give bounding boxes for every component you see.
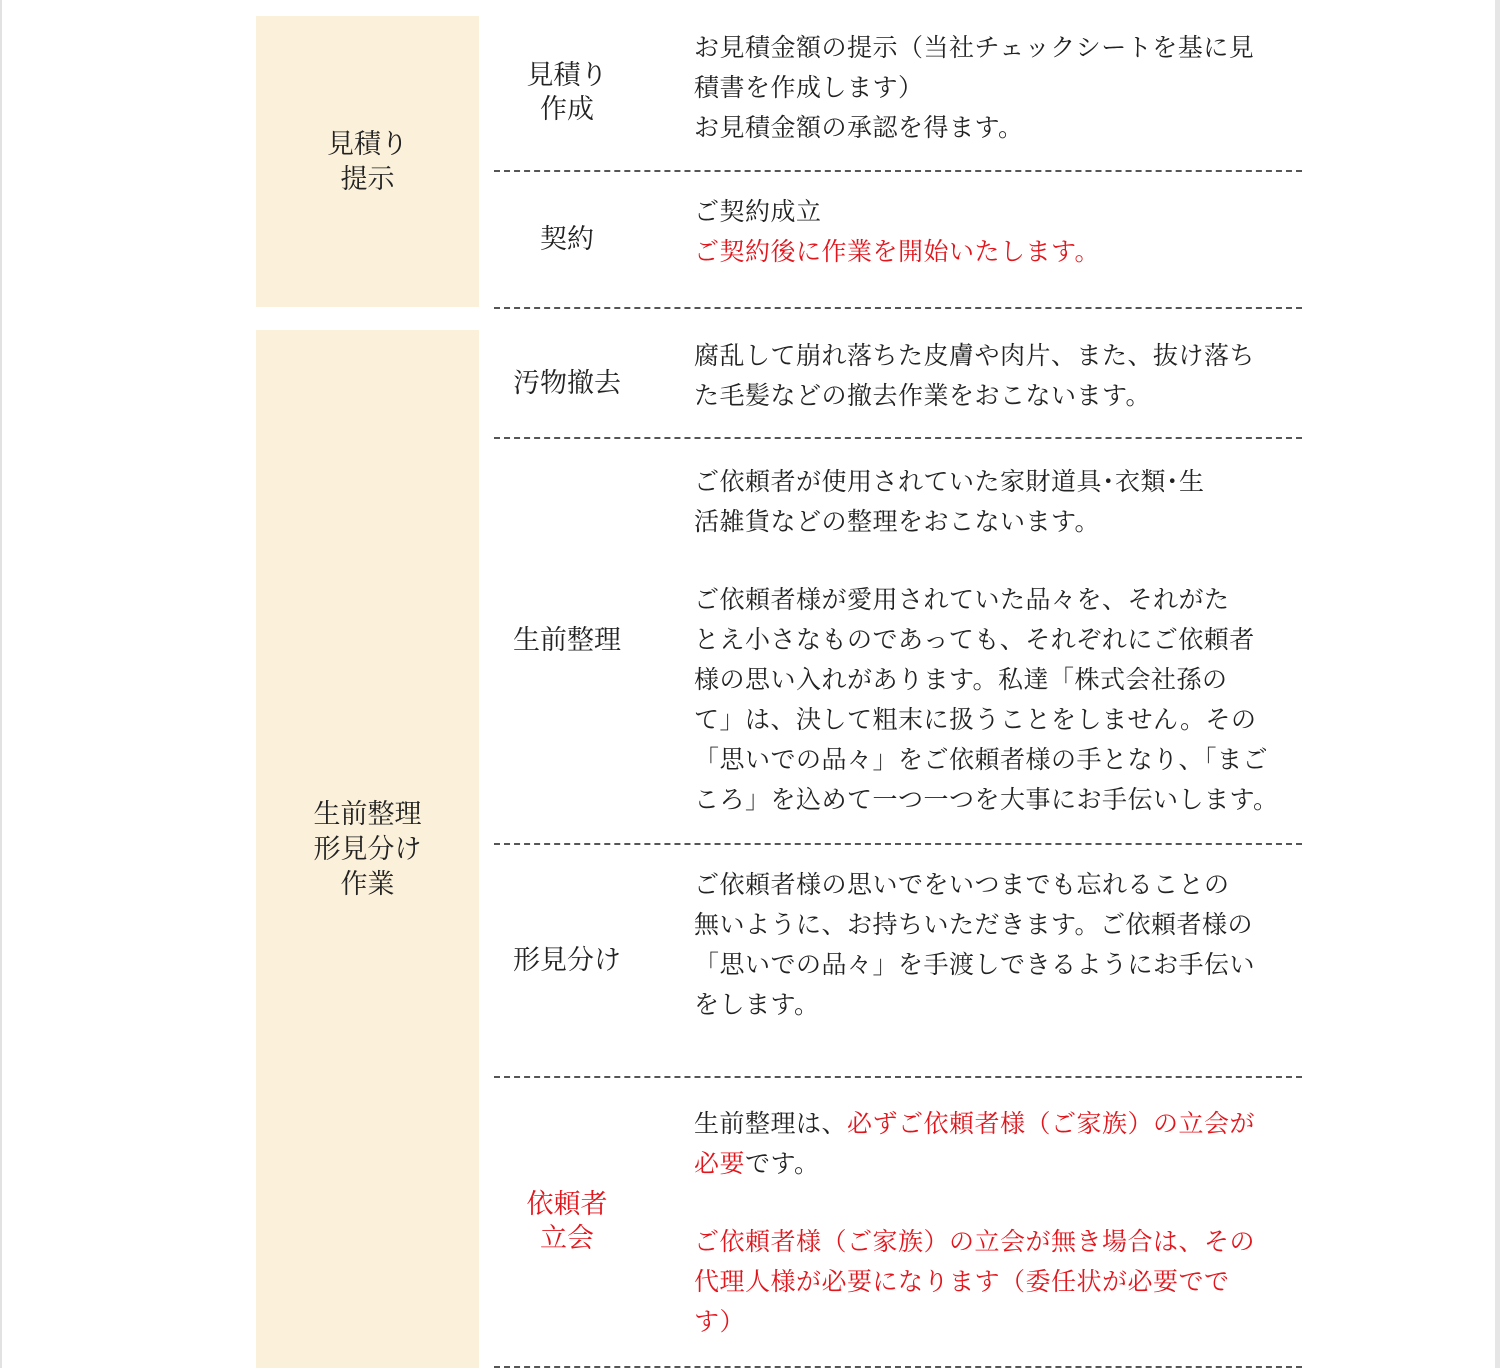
- row-description: [694, 865, 1334, 1025]
- description-text-red: 必ずご依頼者様（ご家族）の立会が 必要: [694, 1109, 1256, 1178]
- row-label: 契約: [540, 223, 594, 255]
- table-row: [494, 330, 1302, 439]
- description-text: [694, 1104, 1334, 1184]
- category-estimate: 見積り 提示: [256, 16, 479, 307]
- row-label: 依頼者 立会: [526, 1189, 608, 1254]
- scrollbar-track[interactable]: [1495, 0, 1500, 1368]
- table-row: [494, 1078, 1302, 1368]
- category-organizing: 生前整理 形見分け 作業: [256, 330, 479, 1368]
- row-label: 汚物撤去: [513, 367, 621, 399]
- description-text: 腐乱して崩れ落ちた皮膚や肉片、また、抜け落ち た毛髪などの撤去作業をおこないます。: [694, 341, 1256, 410]
- page-left-edge: [0, 0, 2, 1368]
- row-description: [694, 462, 1344, 820]
- row-label: 形見分け: [513, 944, 621, 976]
- description-text: ご依頼者が使用されていた家財道具･衣類･生 活雑貨などの整理をおこないます。: [694, 467, 1205, 536]
- description-text: ご契約成立: [694, 197, 822, 226]
- description-note-red: ご依頼者様（ご家族）の立会が無き場合は、その 代理人様が必要になります（委任状が必要でで す）: [694, 1227, 1256, 1336]
- row-description: [694, 1104, 1334, 1342]
- section-organizing: [256, 330, 1302, 1368]
- section-estimate: [256, 16, 1302, 307]
- description-text: ご依頼者様の思いでをいつまでも忘れることの 無いように、お持ちいただきます。ご依頼者様の 「思いでの品々」を手渡しできるようにお手伝い をします。: [694, 870, 1256, 1019]
- table-row: [494, 16, 1302, 172]
- row-label: 生前整理: [513, 625, 621, 656]
- description-text-black: 生前整理は、: [694, 1109, 848, 1138]
- description-note-red: ご契約後に作業を開始いたします。: [694, 237, 1101, 266]
- table-row: [494, 172, 1302, 309]
- description-text-black: です。: [745, 1149, 820, 1178]
- description-text: ご依頼者様が愛用されていた品々を、それがた とえ小さなものであっても、それぞれにご依頼者 様の思い入れがあります。私達「株式会社孫の て」は、決して粗末に扱うことをしません。その 「思いでの品々」をご依頼者様の手となり、「まご ころ」を込めて一つ一つを大事にお手伝いします。: [694, 585, 1279, 814]
- table-row: [494, 845, 1302, 1078]
- row-description: [694, 192, 1334, 272]
- table-row: [494, 439, 1302, 845]
- description-text: お見積金額の提示（当社チェックシートを基に見 積書を作成します） お見積金額の承認を得ます。: [694, 33, 1255, 142]
- row-description: [694, 28, 1334, 148]
- row-label: 見積り 作成: [526, 60, 608, 125]
- row-description: [694, 336, 1334, 416]
